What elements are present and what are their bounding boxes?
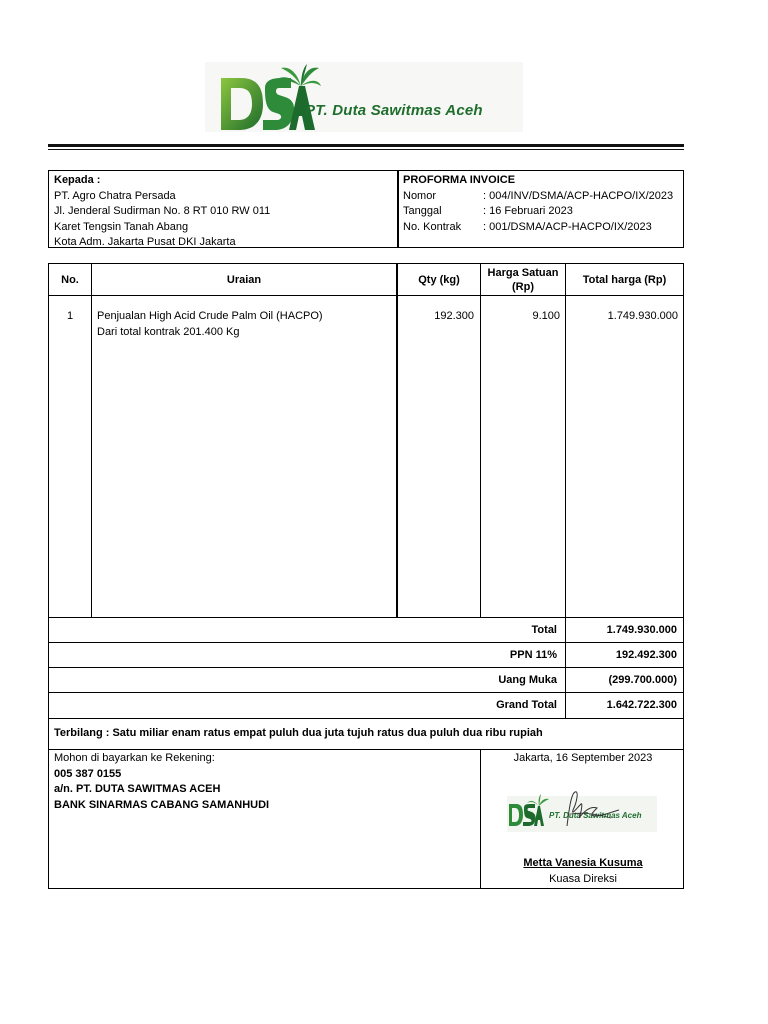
total-value: 1.749.930.000 xyxy=(606,624,677,636)
amount-in-words: Terbilang : Satu miliar enam ratus empat puluh dua juta tujuh ratus dua puluh dua ribu rupiah xyxy=(48,719,684,750)
account-name: a/n. PT. DUTA SAWITMAS ACEH xyxy=(54,783,221,795)
row-unit-price: 9.100 xyxy=(532,310,560,322)
recipient-invoice-box xyxy=(48,170,684,248)
col-header-description: Uraian xyxy=(226,273,262,286)
row-description-2: Dari total kontrak 201.400 Kg xyxy=(97,326,240,338)
row-qty: 192.300 xyxy=(434,310,474,322)
invoice-contract-label: No. Kontrak xyxy=(403,220,462,233)
totals-divider xyxy=(565,618,566,642)
col-header-no: No. xyxy=(61,273,79,286)
row-total: 1.749.930.000 xyxy=(607,310,678,322)
totals-divider xyxy=(565,693,566,718)
invoice-number-row xyxy=(403,189,683,205)
totals-divider xyxy=(565,668,566,692)
recipient-address-3: Kota Adm. Jakarta Pusat DKI Jakarta xyxy=(54,236,236,248)
place-date: Jakarta, 16 September 2023 xyxy=(513,752,653,764)
account-number: 005 387 0155 xyxy=(54,767,122,780)
invoice-title: PROFORMA INVOICE xyxy=(403,174,516,186)
box-divider xyxy=(397,171,399,247)
ppn-row xyxy=(49,643,683,668)
invoice-date-label: Tanggal xyxy=(403,205,442,217)
company-name: PT. Duta Sawitmas Aceh xyxy=(305,102,483,119)
invoice-info-block xyxy=(403,173,683,235)
invoice-contract-value: : 001/DSMA/ACP-HACPO/IX/2023 xyxy=(483,220,652,233)
col-header-unit-price: Harga Satuan (Rp) xyxy=(487,266,559,293)
header-rule-thin xyxy=(48,149,684,150)
recipient-block xyxy=(54,173,270,251)
items-table xyxy=(48,263,684,618)
down-payment-row xyxy=(49,668,683,693)
grand-total-label: Grand Total xyxy=(496,699,557,711)
bank-name: BANK SINARMAS CABANG SAMANHUDI xyxy=(54,798,270,811)
recipient-label: Kepada : xyxy=(54,174,101,186)
totals-divider xyxy=(565,643,566,667)
invoice-number-value: : 004/INV/DSMA/ACP-HACPO/IX/2023 xyxy=(483,189,674,202)
col-header-total: Total harga (Rp) xyxy=(582,273,667,286)
payment-intro: Mohon di bayarkan ke Rekening: xyxy=(54,752,215,764)
header-row-line xyxy=(49,295,683,296)
signer-name: Metta Vanesia Kusuma xyxy=(523,857,643,869)
row-description-1: Penjualan High Acid Crude Palm Oil (HACPO) xyxy=(97,310,323,322)
down-payment-label: Uang Muka xyxy=(498,674,557,686)
ppn-label: PPN 11% xyxy=(509,649,557,661)
totals-block xyxy=(48,618,684,719)
grand-total-value: 1.642.722.300 xyxy=(606,699,677,711)
payment-signature-block xyxy=(48,750,684,889)
ppn-value: 192.492.300 xyxy=(615,649,677,661)
payment-info xyxy=(54,751,269,813)
total-row xyxy=(49,618,683,643)
company-stamp-signature-icon xyxy=(507,788,657,838)
header-rule xyxy=(48,144,684,147)
invoice-contract-row xyxy=(403,220,683,236)
invoice-date-value: : 16 Februari 2023 xyxy=(483,205,573,217)
signer-role: Kuasa Direksi xyxy=(549,873,617,885)
invoice-number-label: Nomor xyxy=(403,189,437,202)
company-logo xyxy=(205,58,525,136)
stamp-company-name: PT. Duta Sawitmas Aceh xyxy=(549,811,642,820)
recipient-name: PT. Agro Chatra Persada xyxy=(54,189,176,202)
total-label: Total xyxy=(531,624,557,636)
invoice-date-row xyxy=(403,204,683,220)
grand-total-row xyxy=(49,693,683,718)
palm-tree-logo-icon xyxy=(219,64,321,132)
row-no: 1 xyxy=(66,310,74,322)
recipient-address-2: Karet Tengsin Tanah Abang xyxy=(54,220,189,233)
col-divider xyxy=(91,264,92,617)
down-payment-value: (299.700.000) xyxy=(608,674,677,686)
col-header-qty: Qty (kg) xyxy=(418,273,460,286)
recipient-address-1: Jl. Jenderal Sudirman No. 8 RT 010 RW 011 xyxy=(54,205,271,217)
signature-block xyxy=(481,750,685,888)
